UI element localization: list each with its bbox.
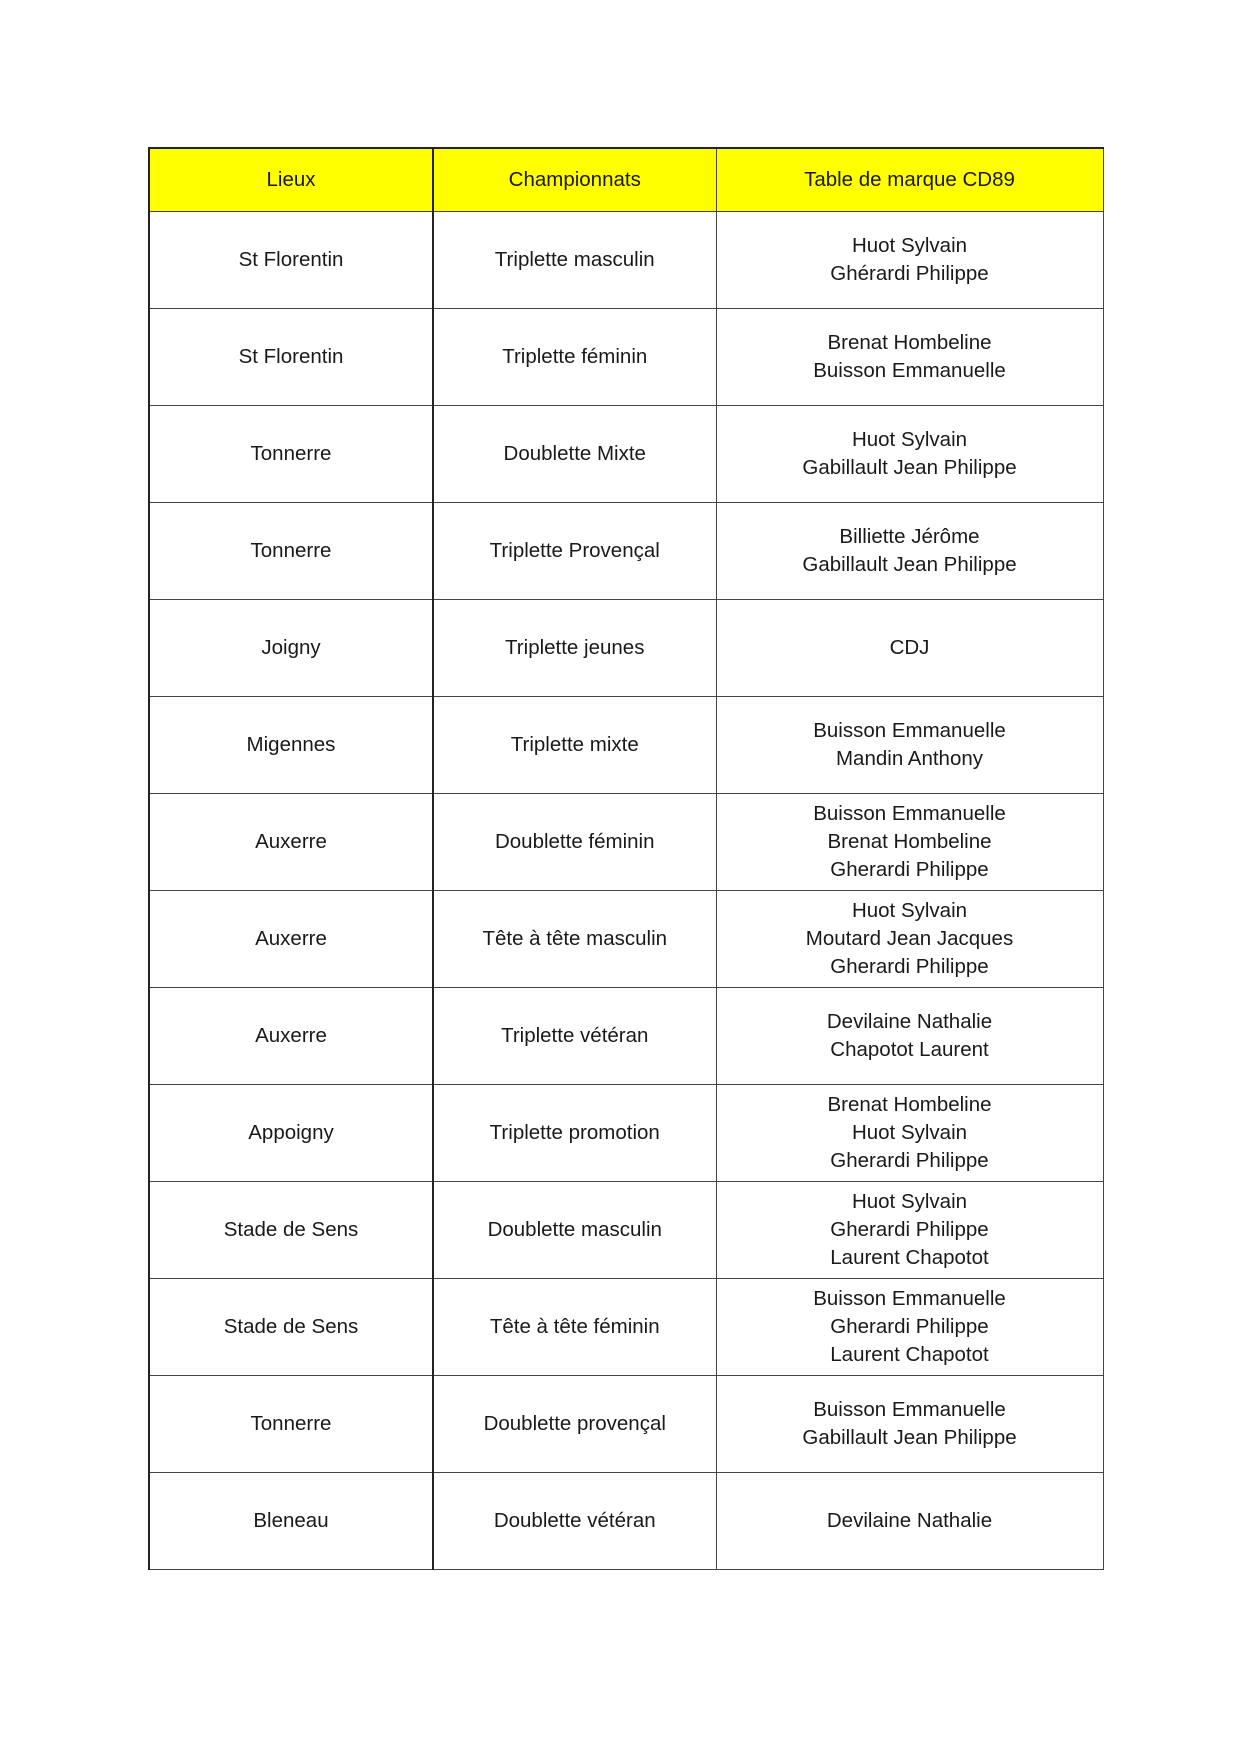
cell-lieu: Bleneau [149, 1472, 433, 1569]
header-championnats: Championnats [433, 148, 716, 211]
cell-lieu: Tonnerre [149, 502, 433, 599]
cell-championnat: Triplette féminin [433, 308, 716, 405]
table-row [149, 405, 1103, 502]
cell-table-de-marque [716, 1084, 1103, 1181]
official-name: Chapotot Laurent [830, 1037, 989, 1061]
cell-lieu: Stade de Sens [149, 1181, 433, 1278]
cell-championnat: Doublette masculin [433, 1181, 716, 1278]
cell-table-de-marque [716, 599, 1103, 696]
official-name: Buisson Emmanuelle [813, 801, 1006, 825]
cell-lieu: Appoigny [149, 1084, 433, 1181]
official-name: Gherardi Philippe [830, 1217, 989, 1241]
cell-table-de-marque [716, 890, 1103, 987]
official-name: Gherardi Philippe [830, 954, 989, 978]
official-name: Huot Sylvain [851, 233, 968, 257]
cell-lieu: Auxerre [149, 793, 433, 890]
official-name: Devilaine Nathalie [826, 1009, 993, 1033]
cell-lieu: Auxerre [149, 987, 433, 1084]
championship-table [148, 147, 1104, 1570]
cell-lieu: St Florentin [149, 308, 433, 405]
official-name: Gherardi Philippe [830, 857, 989, 881]
table-row [149, 599, 1103, 696]
table-row [149, 308, 1103, 405]
official-name: Mandin Anthony [835, 746, 984, 770]
cell-championnat: Triplette mixte [433, 696, 716, 793]
official-name: Gabillault Jean Philippe [802, 455, 1017, 479]
cell-championnat: Doublette vétéran [433, 1472, 716, 1569]
official-name: Ghérardi Philippe [830, 261, 989, 285]
cell-lieu: Tonnerre [149, 405, 433, 502]
cell-lieu: Tonnerre [149, 1375, 433, 1472]
table-row [149, 696, 1103, 793]
table-row [149, 1472, 1103, 1569]
cell-table-de-marque [716, 987, 1103, 1084]
official-name: Huot Sylvain [851, 1120, 968, 1144]
cell-championnat: Doublette provençal [433, 1375, 716, 1472]
official-name: Gabillault Jean Philippe [802, 1425, 1017, 1449]
official-name: Buisson Emmanuelle [813, 718, 1006, 742]
cell-table-de-marque [716, 405, 1103, 502]
cell-championnat: Doublette féminin [433, 793, 716, 890]
table-row [149, 1181, 1103, 1278]
cell-table-de-marque [716, 1181, 1103, 1278]
header-table-de-marque: Table de marque CD89 [716, 148, 1103, 211]
cell-table-de-marque [716, 696, 1103, 793]
header-lieux: Lieux [149, 148, 433, 211]
official-name: Huot Sylvain [851, 1189, 968, 1213]
official-name: Buisson Emmanuelle [813, 1397, 1006, 1421]
cell-championnat: Triplette Provençal [433, 502, 716, 599]
cell-championnat: Tête à tête masculin [433, 890, 716, 987]
cell-table-de-marque [716, 1375, 1103, 1472]
official-name: Moutard Jean Jacques [805, 926, 1014, 950]
cell-table-de-marque [716, 308, 1103, 405]
table-body [149, 211, 1103, 1569]
official-name: Buisson Emmanuelle [813, 358, 1006, 382]
header-row [149, 148, 1103, 211]
table-row [149, 890, 1103, 987]
table-row [149, 1375, 1103, 1472]
cell-table-de-marque [716, 1278, 1103, 1375]
cell-lieu: Auxerre [149, 890, 433, 987]
cell-championnat: Tête à tête féminin [433, 1278, 716, 1375]
table-row [149, 211, 1103, 308]
cell-championnat: Triplette jeunes [433, 599, 716, 696]
table-row [149, 793, 1103, 890]
official-name: Buisson Emmanuelle [813, 1286, 1006, 1310]
official-name: Laurent Chapotot [830, 1342, 989, 1366]
official-name: Billiette Jérôme [839, 524, 980, 548]
official-name: CDJ [889, 635, 930, 659]
cell-championnat: Triplette masculin [433, 211, 716, 308]
cell-championnat: Triplette vétéran [433, 987, 716, 1084]
table-row [149, 1084, 1103, 1181]
cell-table-de-marque [716, 1472, 1103, 1569]
official-name: Gherardi Philippe [830, 1314, 989, 1338]
table-row [149, 1278, 1103, 1375]
official-name: Brenat Hombeline [827, 829, 992, 853]
cell-lieu: St Florentin [149, 211, 433, 308]
cell-championnat: Doublette Mixte [433, 405, 716, 502]
official-name: Huot Sylvain [851, 427, 968, 451]
cell-table-de-marque [716, 502, 1103, 599]
official-name: Huot Sylvain [851, 898, 968, 922]
official-name: Brenat Hombeline [827, 1092, 992, 1116]
official-name: Gherardi Philippe [830, 1148, 989, 1172]
official-name: Devilaine Nathalie [826, 1508, 993, 1532]
cell-table-de-marque [716, 793, 1103, 890]
cell-lieu: Joigny [149, 599, 433, 696]
cell-table-de-marque [716, 211, 1103, 308]
cell-lieu: Stade de Sens [149, 1278, 433, 1375]
cell-championnat: Triplette promotion [433, 1084, 716, 1181]
official-name: Brenat Hombeline [827, 330, 992, 354]
official-name: Laurent Chapotot [830, 1245, 989, 1269]
cell-lieu: Migennes [149, 696, 433, 793]
table-row [149, 502, 1103, 599]
official-name: Gabillault Jean Philippe [802, 552, 1017, 576]
table-row [149, 987, 1103, 1084]
